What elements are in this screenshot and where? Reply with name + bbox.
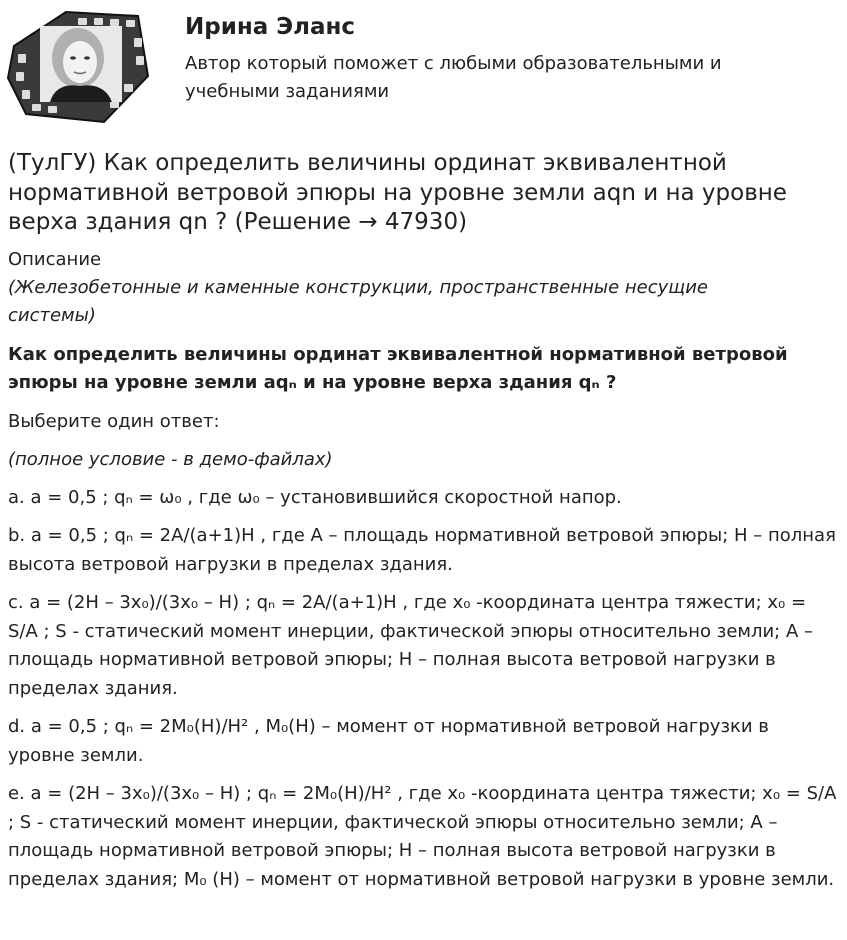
author-description: Автор который поможет с любыми образовательными и учебными заданиями (185, 53, 722, 102)
question-text: Как определить величины ординат эквивалентной нормативной ветровой эпюры на уровне земли aqₙ и на уровне верха здания qₙ ? (8, 343, 788, 393)
author-avatar[interactable] (6, 6, 151, 128)
answer-option-b: b. a = 0,5 ; qₙ = 2A/(a+1)H , где A – площадь нормативной ветровой эпюры; H – полная высота ветровой нагрузки в пределах здания. (8, 525, 836, 575)
answer-option-d: d. a = 0,5 ; qₙ = 2M₀(H)/H² , M₀(H) – момент от нормативной ветровой нагрузки в уровне земли. (8, 716, 769, 766)
answer-option-c: c. a = (2H – 3x₀)/(3x₀ – H) ; qₙ = 2A/(a+1)H , где x₀ -координата центра тяжести; x₀ = S/A ; S - статический момент инерции, фактической эпюры относительно земли; A – площадь нормативной ветровой эпюры; H – полная высота ветровой нагрузки в пределах здания. (8, 592, 813, 699)
condition-note: (полное условие - в демо-файлах) (8, 448, 333, 470)
answer-option-e: e. a = (2H – 3x₀)/(3x₀ – H) ; qₙ = 2M₀(H)/H² , где x₀ -координата центра тяжести; x₀ = S/A ; S - статический момент инерции, фактической эпюры относительно земли; A – площадь нормативной ветровой эпюры; H – полная высота ветровой нагрузки в пределах здания; M₀ (H) – момент от нормативной ветровой нагрузки в уровне земли. (8, 783, 837, 890)
answer-prompt: Выберите один ответ: (8, 410, 220, 432)
author-name[interactable]: Ирина Эланс (185, 14, 356, 40)
answer-option-a: a. a = 0,5 ; qₙ = ω₀ , где ω₀ – установившийся скоростной напор. (8, 486, 622, 508)
description-subject: (Железобетонные и каменные конструкции, пространственные несущие системы) (8, 276, 709, 326)
page-title: (ТулГУ) Как определить величины ординат эквивалентной нормативной ветровой эпюры на уровне земли aqn и на уровне верха здания qn ? (Решение → 47930) (8, 150, 787, 235)
description-label: Описание (8, 248, 102, 270)
portrait-photo (40, 26, 122, 102)
main-content (8, 149, 838, 904)
author-card (0, 0, 847, 135)
